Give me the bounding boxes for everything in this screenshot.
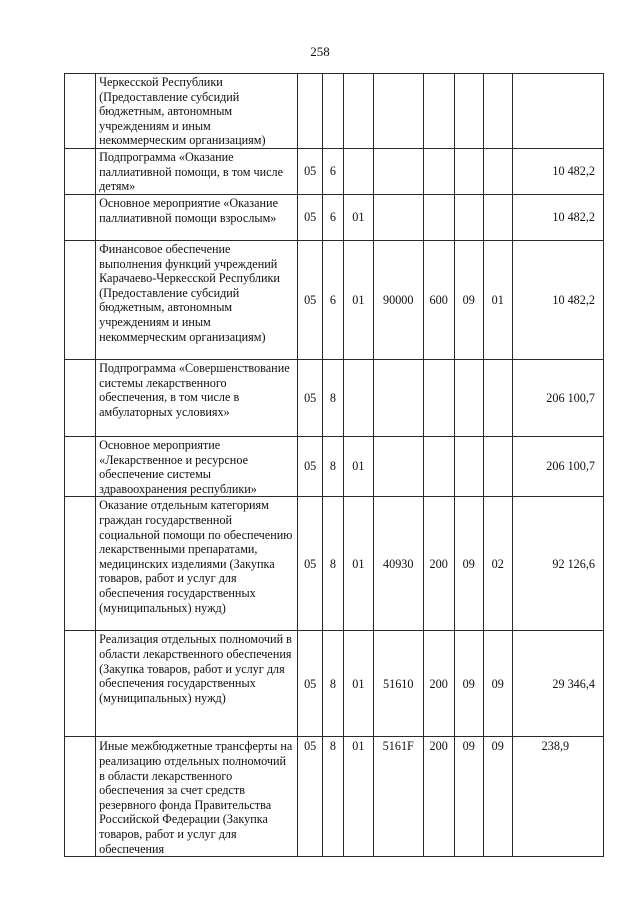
- row-name: Подпрограмма «Совершенствование системы лекарственного обеспечения, в том числе в амбулаторных условиях»: [96, 359, 298, 436]
- cell-podprogramma: 6: [323, 240, 344, 359]
- empty-cell: [65, 240, 96, 359]
- cell-rz: [454, 436, 483, 496]
- cell-vid: [423, 148, 454, 194]
- cell-napravlenie: [373, 74, 423, 149]
- cell-napravlenie: [373, 436, 423, 496]
- cell-podprogramma: 6: [323, 194, 344, 240]
- cell-meropriyatie: 01: [343, 737, 373, 857]
- cell-summa: 29 346,4: [512, 631, 603, 737]
- cell-vid: 200: [423, 737, 454, 857]
- cell-rz: [454, 74, 483, 149]
- cell-razdel: 05: [298, 436, 323, 496]
- cell-pr: [483, 74, 512, 149]
- cell-razdel: 05: [298, 240, 323, 359]
- row-name: Иные межбюджетные трансферты на реализацию отдельных полномочий в области лекарственного обеспечения за счет средств резервного фонда Правительства Российской Федерации (Закупка товаров, работ и услуг для обеспечения: [96, 737, 298, 857]
- cell-pr: [483, 148, 512, 194]
- cell-meropriyatie: 01: [343, 436, 373, 496]
- cell-pr: 01: [483, 240, 512, 359]
- cell-meropriyatie: [343, 359, 373, 436]
- cell-summa: 10 482,2: [512, 194, 603, 240]
- empty-cell: [65, 436, 96, 496]
- cell-pr: 09: [483, 737, 512, 857]
- cell-meropriyatie: 01: [343, 194, 373, 240]
- row-name: Черкесской Республики (Предоставление субсидий бюджетным, автономным учреждениям и иным некоммерческим организациям): [96, 74, 298, 149]
- cell-napravlenie: [373, 148, 423, 194]
- row-name: Подпрограмма «Оказание паллиативной помощи, в том числе детям»: [96, 148, 298, 194]
- empty-cell: [65, 631, 96, 737]
- cell-podprogramma: 8: [323, 359, 344, 436]
- cell-vid: 200: [423, 497, 454, 631]
- cell-summa: [512, 74, 603, 149]
- cell-razdel: 05: [298, 194, 323, 240]
- cell-napravlenie: 40930: [373, 497, 423, 631]
- cell-vid: [423, 436, 454, 496]
- cell-razdel: [298, 74, 323, 149]
- row-name: Реализация отдельных полномочий в области лекарственного обеспечения (Закупка товаров, работ и услуг для обеспечения государственных (муниципальных) нужд): [96, 631, 298, 737]
- cell-podprogramma: 6: [323, 148, 344, 194]
- empty-cell: [65, 74, 96, 149]
- cell-podprogramma: [323, 74, 344, 149]
- cell-rz: [454, 359, 483, 436]
- page-number: 258: [310, 44, 330, 59]
- table-row: [65, 436, 604, 496]
- cell-podprogramma: 8: [323, 737, 344, 857]
- cell-pr: [483, 436, 512, 496]
- cell-summa: 10 482,2: [512, 240, 603, 359]
- cell-podprogramma: 8: [323, 436, 344, 496]
- cell-summa: 92 126,6: [512, 497, 603, 631]
- cell-pr: 09: [483, 631, 512, 737]
- cell-napravlenie: 51610: [373, 631, 423, 737]
- table-row: [65, 74, 604, 149]
- cell-rz: 09: [454, 240, 483, 359]
- cell-rz: 09: [454, 497, 483, 631]
- table-row: [65, 240, 604, 359]
- cell-meropriyatie: [343, 74, 373, 149]
- cell-napravlenie: 5161F: [373, 737, 423, 857]
- row-name: Финансовое обеспечение выполнения функций учреждений Карачаево-Черкесской Республики (Предоставление субсидий бюджетным, автономным учреждениям и иным некоммерческим организациям): [96, 240, 298, 359]
- row-name: Оказание отдельным категориям граждан государственной социальной помощи по обеспечению лекарственными препаратами, медицинских изделиями (Закупка товаров, работ и услуг для обеспечения государственных (муниципальных) нужд): [96, 497, 298, 631]
- cell-meropriyatie: 01: [343, 497, 373, 631]
- cell-vid: 200: [423, 631, 454, 737]
- cell-napravlenie: [373, 359, 423, 436]
- empty-cell: [65, 497, 96, 631]
- cell-rz: 09: [454, 631, 483, 737]
- cell-summa: 238,9: [512, 737, 603, 857]
- cell-pr: [483, 194, 512, 240]
- cell-summa: 10 482,2: [512, 148, 603, 194]
- table-row: [65, 737, 604, 857]
- cell-razdel: 05: [298, 148, 323, 194]
- cell-summa: 206 100,7: [512, 359, 603, 436]
- cell-podprogramma: 8: [323, 631, 344, 737]
- empty-cell: [65, 148, 96, 194]
- cell-razdel: 05: [298, 497, 323, 631]
- table-row: [65, 194, 604, 240]
- cell-meropriyatie: 01: [343, 631, 373, 737]
- cell-rz: [454, 148, 483, 194]
- cell-rz: [454, 194, 483, 240]
- cell-napravlenie: [373, 194, 423, 240]
- cell-pr: [483, 359, 512, 436]
- cell-meropriyatie: 01: [343, 240, 373, 359]
- cell-vid: 600: [423, 240, 454, 359]
- table-row: [65, 148, 604, 194]
- empty-cell: [65, 737, 96, 857]
- cell-podprogramma: 8: [323, 497, 344, 631]
- cell-pr: 02: [483, 497, 512, 631]
- empty-cell: [65, 194, 96, 240]
- cell-razdel: 05: [298, 737, 323, 857]
- cell-razdel: 05: [298, 631, 323, 737]
- cell-napravlenie: 90000: [373, 240, 423, 359]
- cell-razdel: 05: [298, 359, 323, 436]
- row-name: Основное мероприятие «Лекарственное и ресурсное обеспечение системы здравоохранения республики»: [96, 436, 298, 496]
- cell-rz: 09: [454, 737, 483, 857]
- cell-vid: [423, 74, 454, 149]
- table-row: [65, 631, 604, 737]
- cell-summa: 206 100,7: [512, 436, 603, 496]
- cell-vid: [423, 194, 454, 240]
- table-row: [65, 497, 604, 631]
- row-name: Основное мероприятие «Оказание паллиативной помощи взрослым»: [96, 194, 298, 240]
- cell-meropriyatie: [343, 148, 373, 194]
- empty-cell: [65, 359, 96, 436]
- cell-vid: [423, 359, 454, 436]
- table-row: [65, 359, 604, 436]
- budget-table: [64, 73, 604, 857]
